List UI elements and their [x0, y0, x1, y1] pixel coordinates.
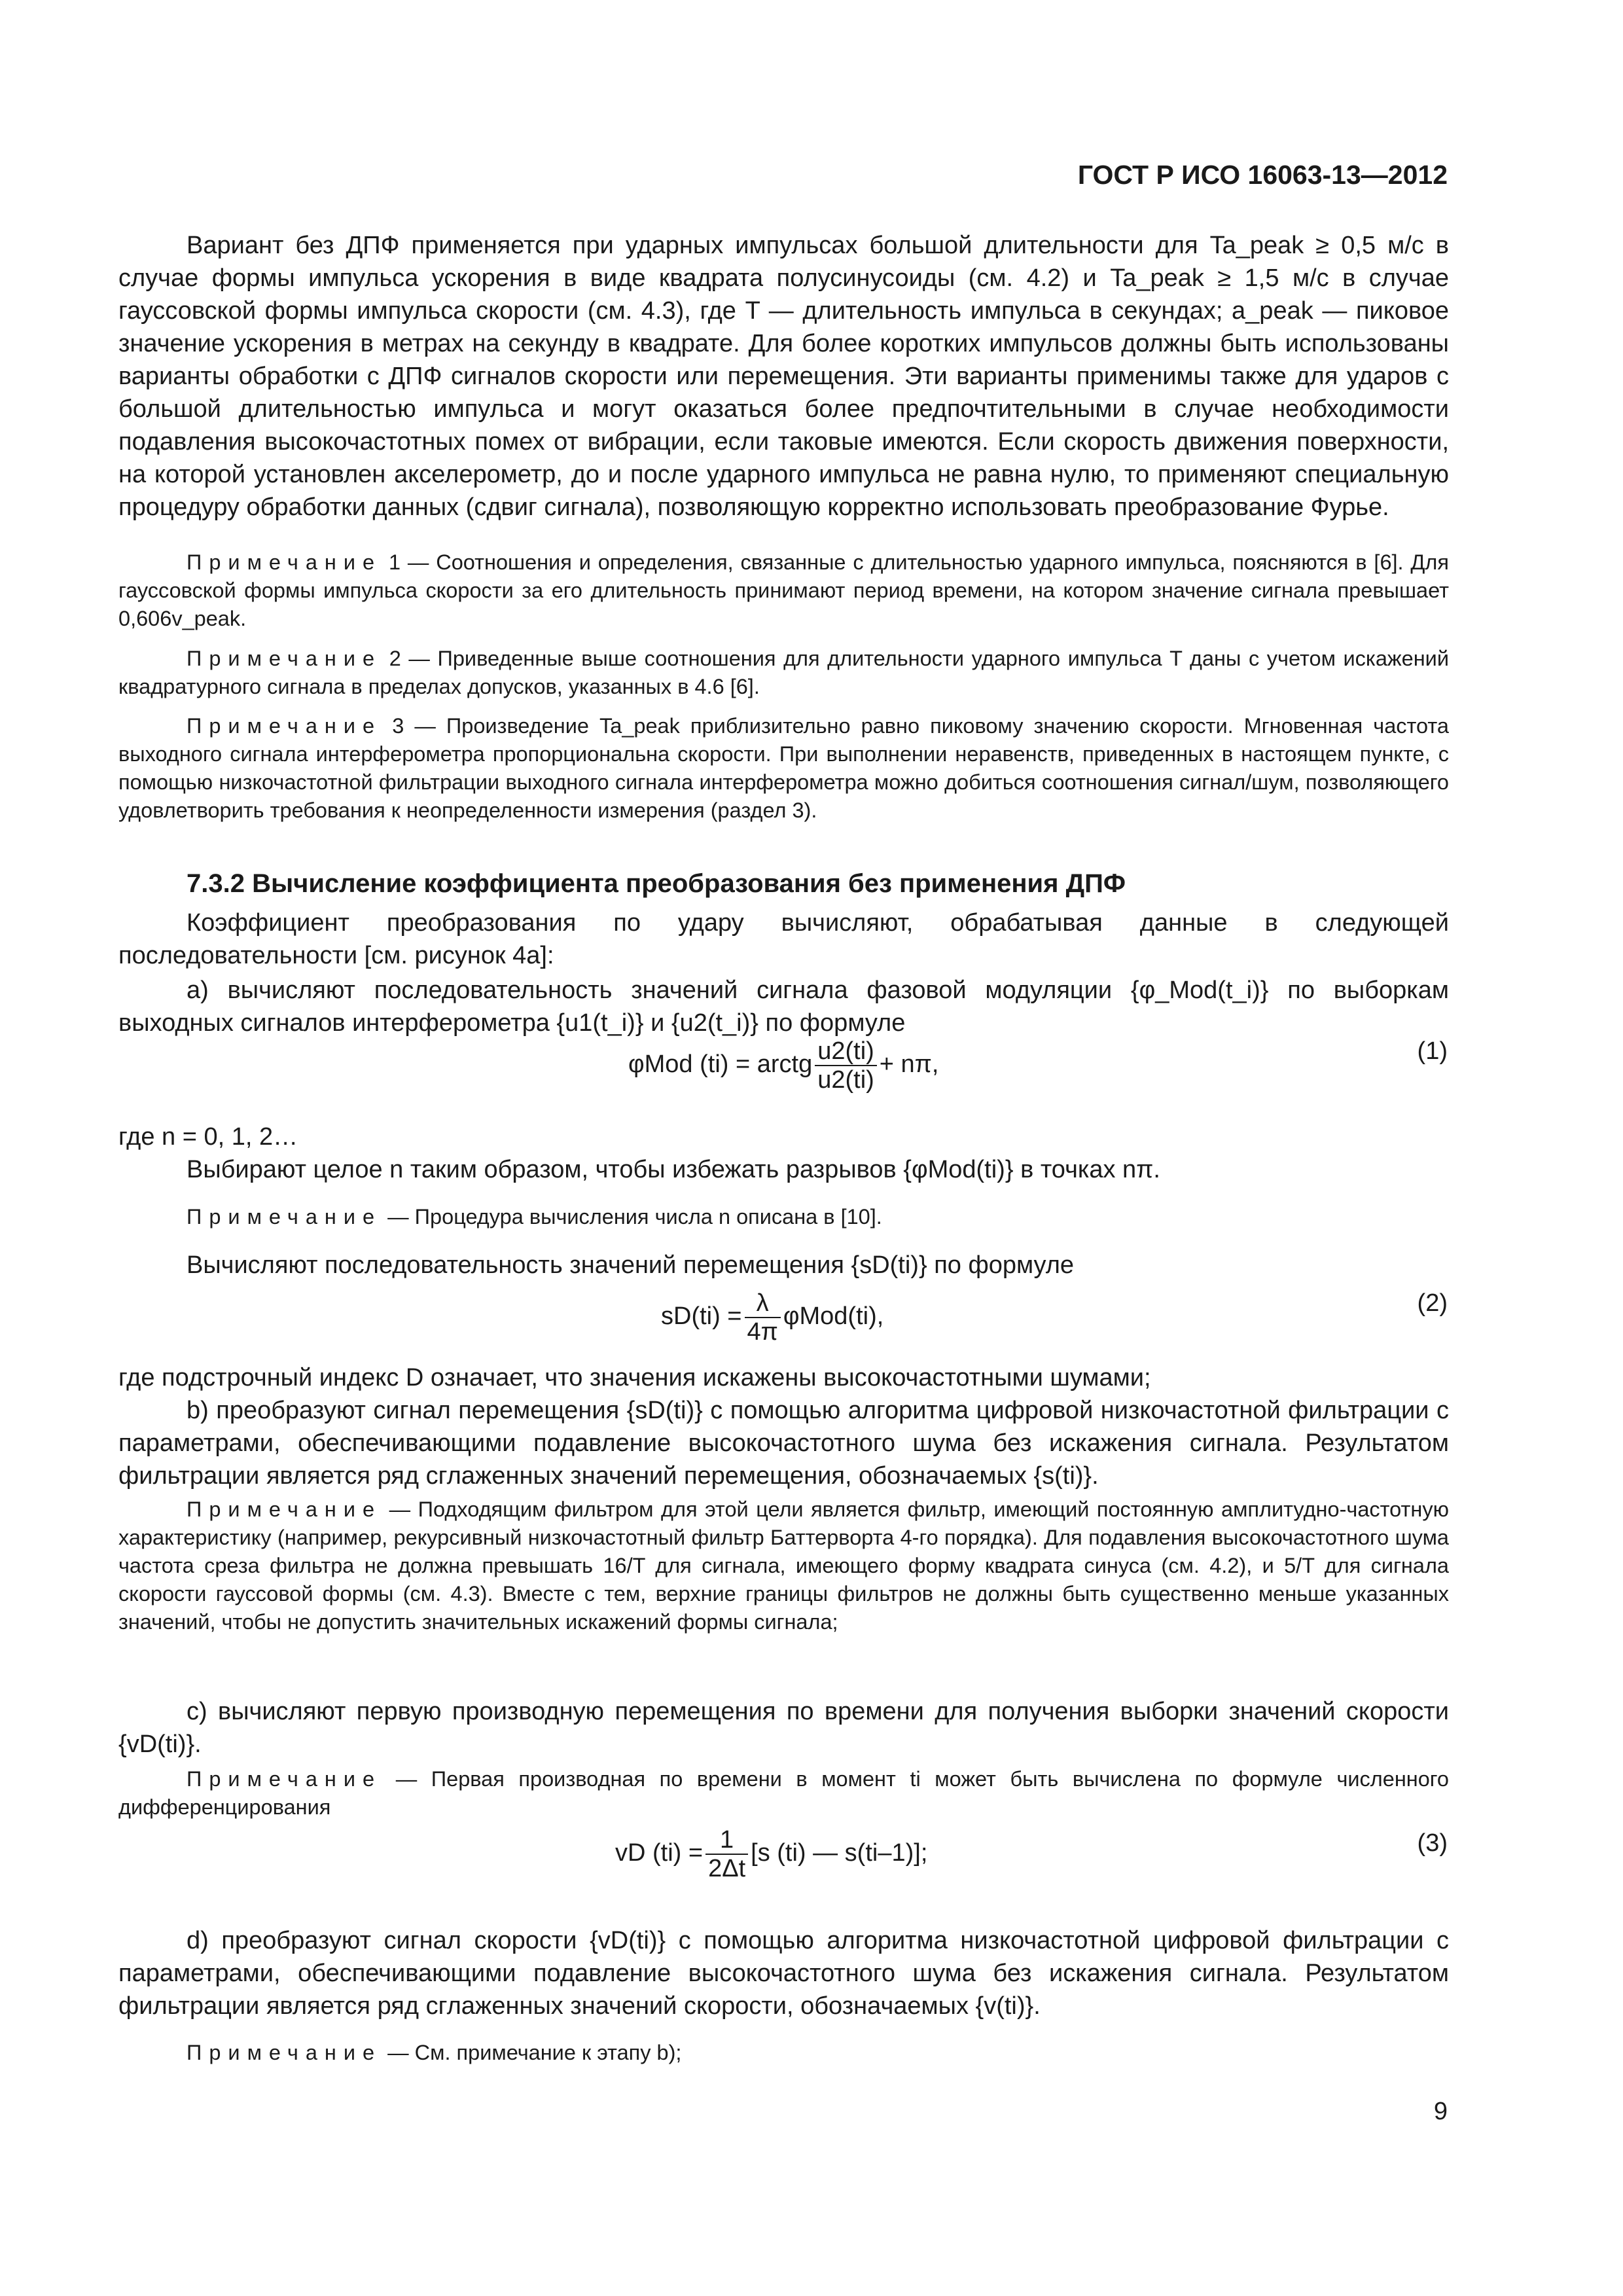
note-1 [118, 548, 1449, 633]
formula-1-denominator: u2(ti) [817, 1066, 874, 1094]
formula-3-left: vD (ti) = [615, 1839, 704, 1867]
formula-1 [628, 1037, 938, 1094]
formula-1-numerator: u2(ti) [815, 1037, 877, 1066]
formula-3-denominator: 2Δt [708, 1855, 746, 1882]
paragraph-step-a: a) вычисляют последовательность значений сигнала фазовой модуляции {φ_Mod(t_i)} по выборкам выходных сигналов интерферометра {u1(t_i)} и {u2(t_i)} по формуле [118, 977, 1449, 1037]
note-label: Примечание [187, 1205, 382, 1229]
note-7 [118, 2039, 1449, 2067]
document-header: ГОСТ Р ИСО 16063-13—2012 [1077, 160, 1448, 190]
note-label: Примечание [187, 1498, 382, 1521]
formula-2-denominator: 4π [747, 1318, 778, 1346]
formula-3 [615, 1826, 927, 1882]
formula-2 [661, 1289, 883, 1346]
note-2 [118, 645, 1449, 701]
equation-number-2: (2) [1417, 1289, 1448, 1317]
note-label: Примечание [187, 714, 382, 738]
note-text: — Процедура вычисления числа n описана в [10]. [382, 1205, 882, 1229]
note-6 [118, 1765, 1449, 1821]
note-5 [118, 1496, 1449, 1636]
page-number: 9 [1433, 2098, 1448, 2125]
formula-2-numerator: λ [745, 1289, 781, 1318]
note-label: Примечание [187, 647, 382, 670]
note-text: — См. примечание к этапу b); [382, 2041, 682, 2064]
formula-1-right: + nπ, [879, 1050, 939, 1079]
formula-3-right: [s (ti) — s(ti–1)]; [751, 1839, 928, 1867]
formula-1-fraction [815, 1037, 877, 1094]
formula-1-left: φMod (ti) = arctg [628, 1050, 813, 1079]
note-3 [118, 712, 1449, 825]
note-text: — Подходящим фильтром для этой цели является фильтр, имеющий постоянную амплитудно-частотную характеристику (например, рекурсивный низкочастотный фильтр Баттерворта 4-го порядка). Для подавления высокочастотного шума частота среза фильтра не должна превышать 16/T для сигнала, имеющего форму квадрата синуса (см. 4.2), и 5/T для сигнала скорости гауссовой формы (см. 4.3). Вместе с тем, верхние границы фильтров не должны быть существенно меньше указанных значений, чтобы не допустить значительных искажений формы сигнала; [118, 1498, 1449, 1634]
formula-2-left: sD(ti) = [661, 1302, 742, 1331]
note-label: Примечание [187, 2041, 382, 2064]
note-label: Примечание [187, 550, 382, 574]
equation-number-1: (1) [1417, 1037, 1448, 1065]
formula-2-right: φMod(ti), [783, 1302, 884, 1331]
formula-3-fraction [705, 1826, 748, 1882]
formula-3-numerator: 1 [705, 1826, 748, 1855]
note-text: — Первая производная по времени в момент ti может быть вычислена по формуле численного дифференцирования [118, 1767, 1449, 1819]
paragraph-step-d: d) преобразуют сигнал скорости {vD(ti)} с помощью алгоритма низкочастотной цифровой фильтрации с параметрами, обеспечивающими подавление высокочастотного шума без искажения сигнала. Результатом фильтрации является ряд сглаженных значений скорости, обозначаемых {v(ti)}. [118, 1927, 1449, 2020]
note-text: 3 — Произведение Ta_peak приблизительно равно пиковому значению скорости. Мгновенная частота выходного сигнала интерферометра пропорциональна скорости. При выполнении неравенств, приведенных в настоящем пункте, с помощью низкочастотной фильтрации выходного сигнала интерферометра можно добиться соотношения сигнал/шум, позволяющего удовлетворить требования к неопределенности измерения (раздел 3). [118, 714, 1449, 822]
paragraph-where-n: где n = 0, 1, 2… [118, 1123, 298, 1151]
section-heading: 7.3.2 Вычисление коэффициента преобразования без применения ДПФ [187, 869, 1126, 898]
formula-2-fraction [745, 1289, 781, 1346]
note-text: 2 — Приведенные выше соотношения для длительности ударного импульса T даны с учетом искажений квадратурного сигнала в пределах допусков, указанных в 4.6 [6]. [118, 647, 1449, 698]
paragraph-subscript-d: где подстрочный индекс D означает, что значения искажены высокочастотными шумами; [118, 1364, 1151, 1391]
paragraph-dft-variant: Вариант без ДПФ применяется при ударных импульсах большой длительности для Ta_peak ≥ 0,5 м/с в случае формы импульса ускорения в виде квадрата полусинусоиды (см. 4.2) и Ta_peak ≥ 1,5 м/с в случае гауссовской формы импульса скорости (см. 4.3), где T — длительность импульса в секундах; a_peak — пиковое значение ускорения в метрах на секунду в квадрате. Для более коротких импульсов должны быть использованы варианты обработки с ДПФ сигналов скорости или перемещения. Эти варианты применимы также для ударов с большой длительностью импульса и могут оказаться более предпочтительными в случае необходимости подавления высокочастотных помех от вибрации, если таковые имеются. Если скорость движения поверхности, на которой установлен акселерометр, до и после ударного импульса не равна нулю, то применяют специальную процедуру обработки данных (сдвиг сигнала), позволяющую корректно использовать преобразование Фурье. [118, 232, 1449, 521]
equation-number-3: (3) [1417, 1829, 1448, 1857]
paragraph-displacement: Вычисляют последовательность значений перемещения {sD(ti)} по формуле [187, 1251, 1075, 1279]
paragraph-choose-n: Выбирают целое n таким образом, чтобы избежать разрывов {φMod(ti)} в точках nπ. [187, 1156, 1160, 1183]
paragraph-intro: Коэффициент преобразования по удару вычисляют, обрабатывая данные в следующей последовательности [см. рисунок 4а]: [118, 909, 1449, 969]
note-text: 1 — Соотношения и определения, связанные с длительностью ударного импульса, поясняются в [6]. Для гауссовской формы импульса скорости за его длительность принимают период времени, на котором значение сигнала превышает 0,606v_peak. [118, 550, 1449, 630]
paragraph-step-c: c) вычисляют первую производную перемещения по времени для получения выборки значений скорости {vD(ti)}. [118, 1698, 1449, 1758]
paragraph-step-b: b) преобразуют сигнал перемещения {sD(ti)} с помощью алгоритма цифровой низкочастотной фильтрации с параметрами, обеспечивающими подавление высокочастотного шума без искажения сигнала. Результатом фильтрации является ряд сглаженных значений перемещения, обозначаемых {s(ti)}. [118, 1397, 1449, 1490]
note-4 [118, 1203, 1449, 1231]
note-label: Примечание [187, 1767, 382, 1791]
